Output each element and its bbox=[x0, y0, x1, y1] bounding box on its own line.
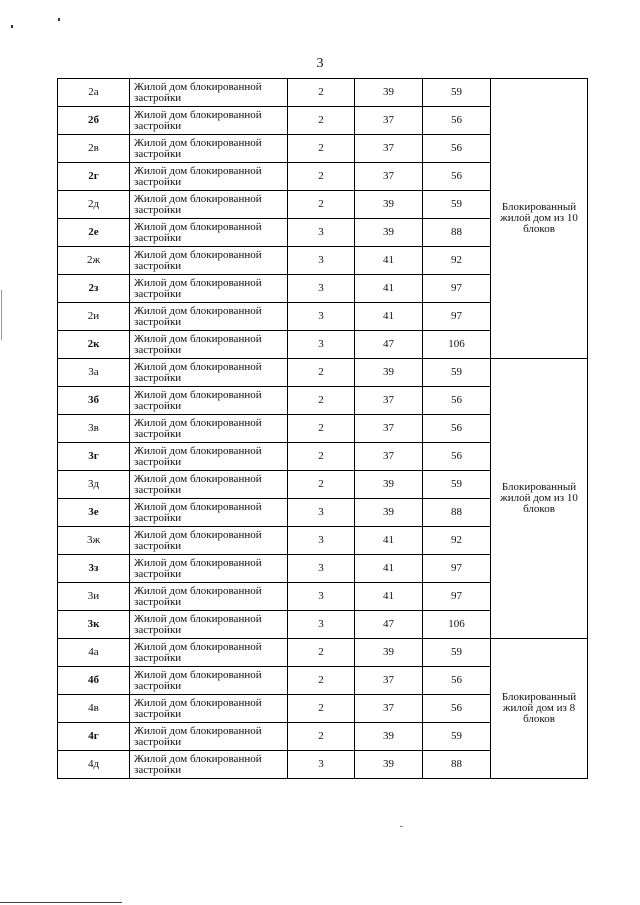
value-b-cell: 56 bbox=[423, 415, 491, 443]
floors-cell: 2 bbox=[288, 695, 355, 723]
floors-cell: 2 bbox=[288, 639, 355, 667]
scan-edge-mark bbox=[1, 290, 2, 340]
floors-cell: 3 bbox=[288, 219, 355, 247]
unit-id-cell: 2к bbox=[58, 331, 130, 359]
floors-cell: 2 bbox=[288, 667, 355, 695]
value-b-cell: 106 bbox=[423, 611, 491, 639]
unit-id-cell: 3в bbox=[58, 415, 130, 443]
value-a-cell: 39 bbox=[355, 471, 423, 499]
unit-id-cell: 2г bbox=[58, 163, 130, 191]
unit-id-cell: 4б bbox=[58, 667, 130, 695]
value-b-cell: 106 bbox=[423, 331, 491, 359]
floors-cell: 2 bbox=[288, 443, 355, 471]
value-a-cell: 41 bbox=[355, 247, 423, 275]
unit-id-cell: 2д bbox=[58, 191, 130, 219]
value-a-cell: 37 bbox=[355, 667, 423, 695]
scan-mark bbox=[400, 826, 403, 827]
building-type-cell: Жилой дом блокированной застройки bbox=[130, 387, 288, 415]
value-b-cell: 88 bbox=[423, 219, 491, 247]
value-b-cell: 56 bbox=[423, 135, 491, 163]
value-a-cell: 39 bbox=[355, 219, 423, 247]
building-type-cell: Жилой дом блокированной застройки bbox=[130, 79, 288, 107]
floors-cell: 2 bbox=[288, 359, 355, 387]
value-a-cell: 39 bbox=[355, 723, 423, 751]
unit-id-cell: 3б bbox=[58, 387, 130, 415]
units-table-body bbox=[58, 79, 588, 779]
value-a-cell: 37 bbox=[355, 107, 423, 135]
value-b-cell: 56 bbox=[423, 163, 491, 191]
unit-id-cell: 3а bbox=[58, 359, 130, 387]
building-type-cell: Жилой дом блокированной застройки bbox=[130, 219, 288, 247]
value-b-cell: 59 bbox=[423, 359, 491, 387]
value-b-cell: 97 bbox=[423, 275, 491, 303]
value-b-cell: 97 bbox=[423, 583, 491, 611]
unit-id-cell: 3к bbox=[58, 611, 130, 639]
value-a-cell: 47 bbox=[355, 331, 423, 359]
value-a-cell: 39 bbox=[355, 79, 423, 107]
building-type-cell: Жилой дом блокированной застройки bbox=[130, 415, 288, 443]
floors-cell: 3 bbox=[288, 331, 355, 359]
value-a-cell: 47 bbox=[355, 611, 423, 639]
unit-id-cell: 4г bbox=[58, 723, 130, 751]
floors-cell: 3 bbox=[288, 611, 355, 639]
unit-id-cell: 2ж bbox=[58, 247, 130, 275]
floors-cell: 3 bbox=[288, 303, 355, 331]
value-b-cell: 56 bbox=[423, 387, 491, 415]
building-type-cell: Жилой дом блокированной застройки bbox=[130, 583, 288, 611]
value-b-cell: 56 bbox=[423, 667, 491, 695]
value-a-cell: 39 bbox=[355, 751, 423, 779]
floors-cell: 2 bbox=[288, 191, 355, 219]
value-a-cell: 37 bbox=[355, 415, 423, 443]
floors-cell: 3 bbox=[288, 583, 355, 611]
unit-id-cell: 3ж bbox=[58, 527, 130, 555]
building-type-cell: Жилой дом блокированной застройки bbox=[130, 191, 288, 219]
building-type-cell: Жилой дом блокированной застройки bbox=[130, 695, 288, 723]
building-type-cell: Жилой дом блокированной застройки bbox=[130, 275, 288, 303]
value-a-cell: 37 bbox=[355, 135, 423, 163]
value-b-cell: 59 bbox=[423, 639, 491, 667]
table-row bbox=[58, 639, 588, 667]
building-type-cell: Жилой дом блокированной застройки bbox=[130, 723, 288, 751]
value-b-cell: 88 bbox=[423, 499, 491, 527]
value-b-cell: 56 bbox=[423, 695, 491, 723]
unit-id-cell: 2з bbox=[58, 275, 130, 303]
building-type-cell: Жилой дом блокированной застройки bbox=[130, 611, 288, 639]
value-a-cell: 39 bbox=[355, 639, 423, 667]
value-b-cell: 59 bbox=[423, 191, 491, 219]
value-b-cell: 97 bbox=[423, 555, 491, 583]
floors-cell: 2 bbox=[288, 107, 355, 135]
scan-mark bbox=[58, 18, 60, 21]
value-a-cell: 37 bbox=[355, 443, 423, 471]
floors-cell: 3 bbox=[288, 275, 355, 303]
building-type-cell: Жилой дом блокированной застройки bbox=[130, 443, 288, 471]
value-b-cell: 59 bbox=[423, 79, 491, 107]
building-type-cell: Жилой дом блокированной застройки bbox=[130, 471, 288, 499]
unit-id-cell: 2и bbox=[58, 303, 130, 331]
value-b-cell: 56 bbox=[423, 443, 491, 471]
unit-id-cell: 4в bbox=[58, 695, 130, 723]
floors-cell: 3 bbox=[288, 247, 355, 275]
value-b-cell: 88 bbox=[423, 751, 491, 779]
floors-cell: 3 bbox=[288, 751, 355, 779]
value-b-cell: 56 bbox=[423, 107, 491, 135]
value-a-cell: 41 bbox=[355, 555, 423, 583]
value-b-cell: 59 bbox=[423, 723, 491, 751]
unit-id-cell: 2в bbox=[58, 135, 130, 163]
building-type-cell: Жилой дом блокированной застройки bbox=[130, 359, 288, 387]
floors-cell: 2 bbox=[288, 723, 355, 751]
unit-id-cell: 3и bbox=[58, 583, 130, 611]
floors-cell: 3 bbox=[288, 555, 355, 583]
table-row bbox=[58, 359, 588, 387]
building-type-cell: Жилой дом блокированной застройки bbox=[130, 163, 288, 191]
building-type-cell: Жилой дом блокированной застройки bbox=[130, 247, 288, 275]
unit-id-cell: 3з bbox=[58, 555, 130, 583]
building-type-cell: Жилой дом блокированной застройки bbox=[130, 107, 288, 135]
unit-id-cell: 2а bbox=[58, 79, 130, 107]
building-type-cell: Жилой дом блокированной застройки bbox=[130, 135, 288, 163]
scan-mark bbox=[11, 25, 13, 28]
building-type-cell: Жилой дом блокированной застройки bbox=[130, 527, 288, 555]
units-table bbox=[57, 78, 588, 779]
building-type-cell: Жилой дом блокированной застройки bbox=[130, 499, 288, 527]
value-a-cell: 37 bbox=[355, 387, 423, 415]
floors-cell: 2 bbox=[288, 415, 355, 443]
value-a-cell: 37 bbox=[355, 163, 423, 191]
value-b-cell: 92 bbox=[423, 527, 491, 555]
building-type-cell: Жилой дом блокированной застройки bbox=[130, 667, 288, 695]
floors-cell: 2 bbox=[288, 387, 355, 415]
value-a-cell: 41 bbox=[355, 275, 423, 303]
group-note-cell: Блокированный жилой дом из 10 блоков bbox=[491, 359, 588, 639]
floors-cell: 2 bbox=[288, 471, 355, 499]
unit-id-cell: 3е bbox=[58, 499, 130, 527]
value-a-cell: 37 bbox=[355, 695, 423, 723]
floors-cell: 2 bbox=[288, 163, 355, 191]
floors-cell: 3 bbox=[288, 527, 355, 555]
value-a-cell: 41 bbox=[355, 527, 423, 555]
floors-cell: 2 bbox=[288, 79, 355, 107]
group-note-cell: Блокированный жилой дом из 10 блоков bbox=[491, 79, 588, 359]
unit-id-cell: 4а bbox=[58, 639, 130, 667]
unit-id-cell: 2б bbox=[58, 107, 130, 135]
value-a-cell: 39 bbox=[355, 359, 423, 387]
footer-rule bbox=[0, 902, 122, 903]
table-row bbox=[58, 79, 588, 107]
group-note-cell: Блокированный жилой дом из 8 блоков bbox=[491, 639, 588, 779]
value-b-cell: 97 bbox=[423, 303, 491, 331]
building-type-cell: Жилой дом блокированной застройки bbox=[130, 639, 288, 667]
building-type-cell: Жилой дом блокированной застройки bbox=[130, 303, 288, 331]
building-type-cell: Жилой дом блокированной застройки bbox=[130, 331, 288, 359]
value-a-cell: 39 bbox=[355, 191, 423, 219]
unit-id-cell: 2е bbox=[58, 219, 130, 247]
building-type-cell: Жилой дом блокированной застройки bbox=[130, 751, 288, 779]
unit-id-cell: 3д bbox=[58, 471, 130, 499]
value-a-cell: 39 bbox=[355, 499, 423, 527]
value-b-cell: 59 bbox=[423, 471, 491, 499]
value-a-cell: 41 bbox=[355, 303, 423, 331]
building-type-cell: Жилой дом блокированной застройки bbox=[130, 555, 288, 583]
value-b-cell: 92 bbox=[423, 247, 491, 275]
floors-cell: 3 bbox=[288, 499, 355, 527]
value-a-cell: 41 bbox=[355, 583, 423, 611]
unit-id-cell: 3г bbox=[58, 443, 130, 471]
floors-cell: 2 bbox=[288, 135, 355, 163]
unit-id-cell: 4д bbox=[58, 751, 130, 779]
page-number: 3 bbox=[316, 56, 324, 71]
